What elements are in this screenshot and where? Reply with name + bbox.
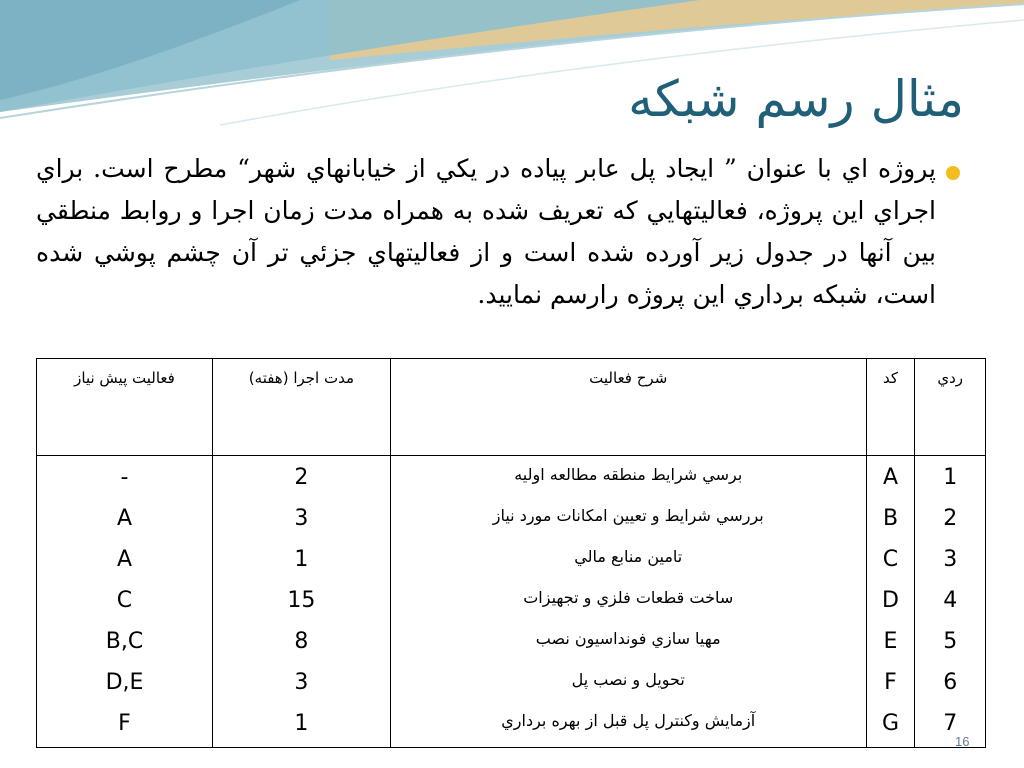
radif-cell: 2 [943, 506, 958, 531]
bullet-icon [946, 166, 960, 180]
slide-title: مثال رسم شبكه [628, 70, 964, 128]
table-data-row [37, 456, 986, 748]
radif-cell: 5 [943, 629, 958, 654]
duration-cell: 8 [294, 629, 309, 654]
code-cell: B [882, 506, 899, 531]
description-cell: بررسي شرايط و تعيين امكانات مورد نياز [492, 506, 764, 525]
header-predecessor: فعاليت پيش نياز [37, 359, 213, 456]
radif-column [915, 456, 986, 748]
predecessor-cell: A [116, 547, 133, 572]
radif-cell: 4 [943, 588, 958, 613]
header-radif: ردي [915, 359, 986, 456]
duration-column [212, 456, 390, 748]
predecessor-cell: C [116, 588, 133, 613]
duration-cell: 3 [294, 670, 309, 695]
description-cell: برسي شرايط منطقه مطالعه اوليه [514, 465, 743, 484]
slide-paragraph: پروژه اي با عنوان ” ايجاد پل عابر پياده در يكي از خيابانهاي شهر“ مطرح است. براي اجراي اين پروژه، فعاليتهايي كه تعريف شده به همراه مدت زمان اجرا و روابط منطقي بين آنها در جدول زير آورده شده است و از فعاليتهاي جزئي تر آن چشم پوشي شده است، شبكه برداري اين پروژه رارسم نماييد. [36, 154, 936, 309]
description-cell: تحويل و نصب پل [571, 670, 685, 689]
radif-cell: 3 [943, 547, 958, 572]
header-code: كد [866, 359, 915, 456]
radif-cell: 1 [943, 465, 958, 490]
code-cell: F [884, 670, 897, 695]
predecessor-cell: F [118, 711, 131, 736]
predecessor-cell: B,C [105, 629, 144, 654]
duration-cell: 15 [287, 588, 316, 613]
radif-cell: 7 [943, 711, 958, 736]
header-description: شرح فعاليت [390, 359, 866, 456]
predecessor-column [37, 456, 213, 748]
description-cell: ساخت قطعات فلزي و تجهيزات [523, 588, 734, 607]
code-cell: C [882, 547, 899, 572]
page-number: 16 [955, 734, 970, 749]
predecessor-cell: - [120, 465, 129, 490]
duration-cell: 2 [294, 465, 309, 490]
code-cell: A [882, 465, 899, 490]
code-cell: D [882, 588, 899, 613]
activity-table [36, 358, 986, 748]
description-cell: مهيا سازي فونداسيون نصب [535, 629, 721, 648]
description-cell: آزمايش وكنترل پل قبل از بهره برداري [501, 711, 756, 730]
radif-cell: 6 [943, 670, 958, 695]
duration-cell: 1 [294, 547, 309, 572]
header-duration: مدت اجرا (هفته) [212, 359, 390, 456]
table-header-row [37, 359, 986, 456]
code-cell: E [883, 629, 898, 654]
duration-cell: 3 [294, 506, 309, 531]
code-column [866, 456, 915, 748]
duration-cell: 1 [294, 711, 309, 736]
code-cell: G [881, 711, 900, 736]
description-cell: تامين منابع مالي [574, 547, 683, 566]
predecessor-cell: D,E [105, 670, 144, 695]
description-column [390, 456, 866, 748]
predecessor-cell: A [116, 506, 133, 531]
